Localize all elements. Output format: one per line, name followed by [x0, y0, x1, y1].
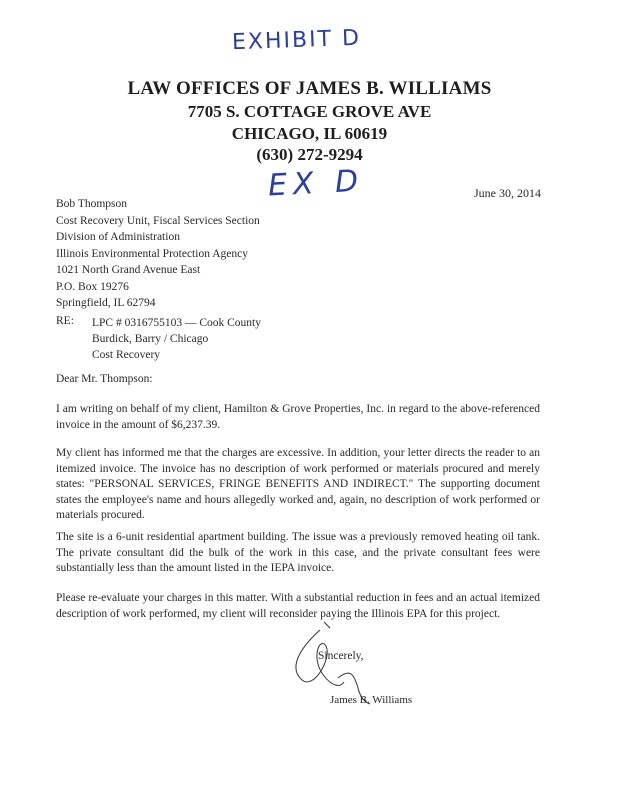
recipient-name: Bob Thompson: [56, 198, 128, 210]
recipient-agency: Illinois Environmental Protection Agency: [56, 247, 248, 260]
closing-sincerely: Sincerely,: [318, 650, 364, 662]
recipient-unit: Cost Recovery Unit, Fiscal Services Section: [56, 214, 260, 227]
letterhead-phone: (630) 272-9294: [256, 145, 363, 164]
recipient-po-box: P.O. Box 19276: [56, 280, 129, 293]
body-paragraph: The site is a 6-unit residential apartment building. The issue was a previously removed heating oil tank. The private consultant did the bulk of the work in this case, and the private consultant fees were substantially less than the amount listed in the IEPA invoice.: [56, 531, 540, 574]
salutation: Dear Mr. Thompson:: [56, 373, 153, 385]
recipient-division: Division of Administration: [56, 231, 180, 243]
re-line-case: LPC # 0316755103 — Cook County: [92, 317, 262, 329]
recipient-city: Springfield, IL 62794: [56, 297, 156, 309]
letterhead-firm-name: LAW OFFICES OF JAMES B. WILLIAMS: [127, 78, 492, 99]
letter-date: June 30, 2014: [474, 186, 541, 200]
body-paragraph: Please re-evaluate your charges in this matter. With a substantial reduction in fees and an actual itemized description of work performed, my client will reconsider paying the Illinois EPA for this project.: [56, 592, 540, 620]
letterhead-street: 7705 S. COTTAGE GROVE AVE: [187, 102, 432, 121]
re-line-subject: Cost Recovery: [92, 349, 161, 361]
letterhead-city: CHICAGO, IL 60619: [231, 124, 388, 143]
recipient-street: 1021 North Grand Avenue East: [56, 264, 201, 276]
re-line-site: Burdick, Barry / Chicago: [92, 333, 209, 345]
recipient-address-block: [56, 196, 260, 312]
re-block: [92, 315, 261, 363]
body-paragraph: My client has informed me that the charges are excessive. In addition, your letter directs the reader to an itemized invoice. The invoice has no description of work performed or materials procured and merely states: "PERSONAL SERVICES, FRINGE BENEFITS AND INDIRECT." The supporting document states the employee's name and hours allegedly worked and, again, no description of work performed or materials procured.: [56, 447, 540, 521]
body-paragraph: I am writing on behalf of my client, Hamilton & Grove Properties, Inc. in regard to the above-referenced invoice in the amount of $6,237.39.: [56, 403, 540, 431]
ex-d-handwritten-mark: EX D: [267, 163, 366, 204]
signer-name: James B. Williams: [330, 694, 413, 706]
re-label: RE:: [56, 315, 74, 327]
exhibit-d-handwritten-mark: EXHIBIT D: [231, 25, 362, 56]
